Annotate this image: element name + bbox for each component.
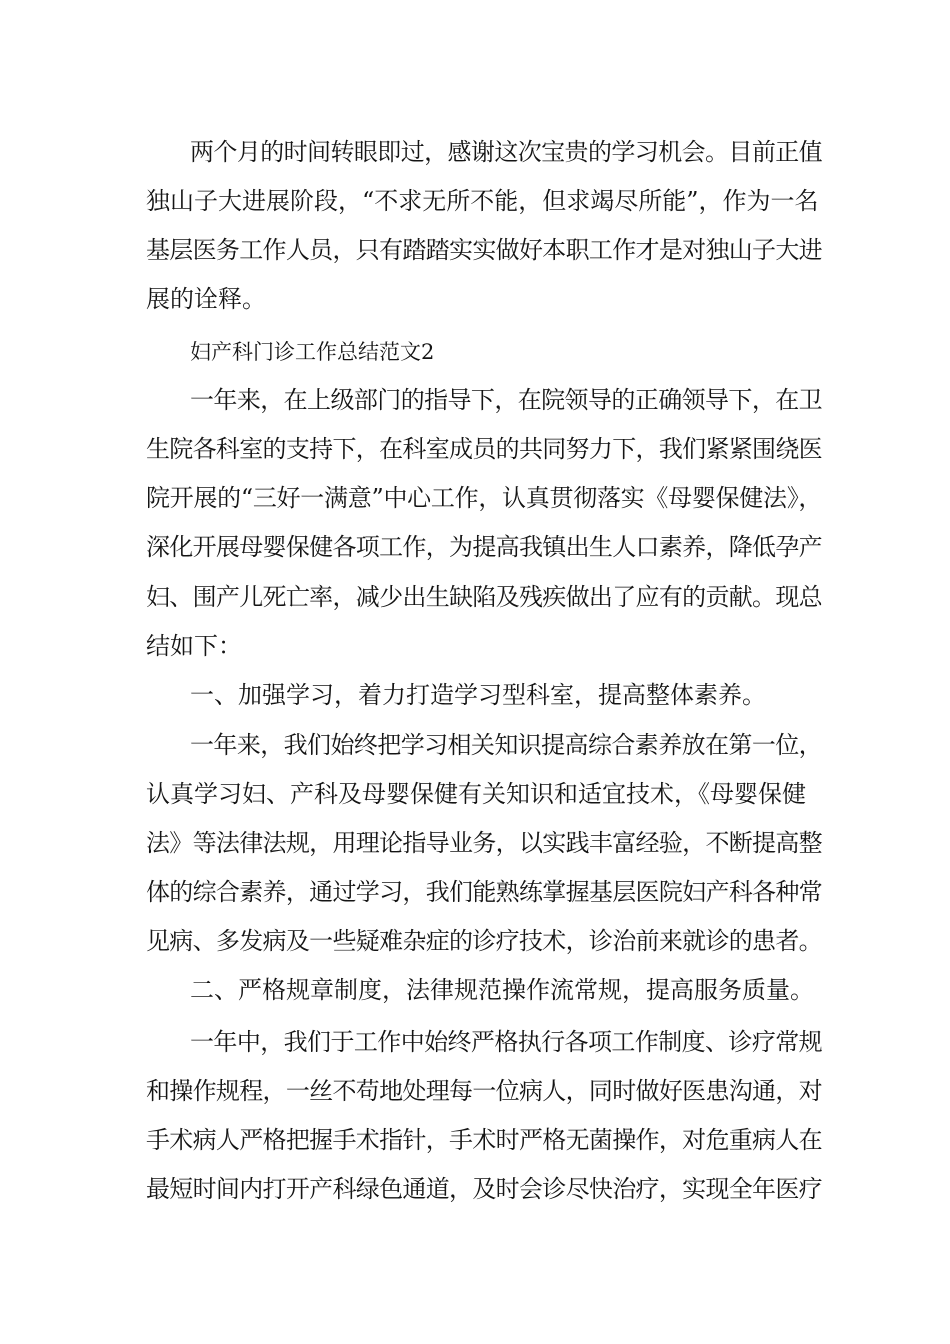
line-text: 妇、围产儿死亡率，减少出生缺陷及残疾做出了应有的贡献。现总 bbox=[146, 583, 822, 611]
line-text: 二、严格规章制度，法律规范操作流常规，提高服务质量。 bbox=[190, 976, 814, 1004]
line-text: 法》等法律法规，用理论指导业务，以实践丰富经验，不断提高整 bbox=[146, 829, 822, 857]
line-text: 独山子大进展阶段，“不求无所不能，但求竭尽所能”，作为一名 bbox=[146, 187, 819, 215]
line-text: 见病、多发病及一些疑难杂症的诊疗技术，诊治前来就诊的患者。 bbox=[146, 927, 822, 955]
line-text: 手术病人严格把握手术指针，手术时严格无菌操作，对危重病人在 bbox=[146, 1126, 822, 1154]
line-text: 体的综合素养，通过学习，我们能熟练掌握基层医院妇产科各种常 bbox=[146, 878, 822, 906]
line-text: 和操作规程，一丝不苟地处理每一位病人，同时做好医患沟通，对 bbox=[146, 1077, 822, 1105]
line-text: 两个月的时间转眼即过，感谢这次宝贵的学习机会。目前正值 bbox=[190, 138, 823, 166]
line-text: 结如下： bbox=[146, 632, 242, 660]
line-text: 最短时间内打开产科绿色通道，及时会诊尽快治疗，实现全年医疗 bbox=[146, 1175, 822, 1203]
line-text: 基层医务工作人员，只有踏踏实实做好本职工作才是对独山子大进 bbox=[146, 236, 822, 264]
line-text: 院开展的“三好一满意”中心工作，认真贯彻落实《母婴保健法》， bbox=[146, 484, 823, 512]
line-text: 展的诠释。 bbox=[146, 285, 266, 313]
heading-text: 妇产科门诊工作总结范文2 bbox=[190, 340, 435, 364]
line-text: 深化开展母婴保健各项工作，为提高我镇出生人口素养，降低孕产 bbox=[146, 533, 822, 561]
line-text: 生院各科室的支持下，在科室成员的共同努力下，我们紧紧围绕医 bbox=[146, 435, 822, 463]
line-text: 认真学习妇、产科及母婴保健有关知识和适宜技术，《母婴保健 bbox=[146, 780, 806, 808]
line-text: 一年中，我们于工作中始终严格执行各项工作制度、诊疗常规 bbox=[190, 1028, 823, 1056]
line-text: 一年来，我们始终把学习相关知识提高综合素养放在第一位， bbox=[190, 731, 823, 759]
line-text: 一年来，在上级部门的指导下，在院领导的正确领导下，在卫 bbox=[190, 386, 823, 414]
line-text: 一、加强学习，着力打造学习型科室，提高整体素养。 bbox=[190, 681, 766, 709]
